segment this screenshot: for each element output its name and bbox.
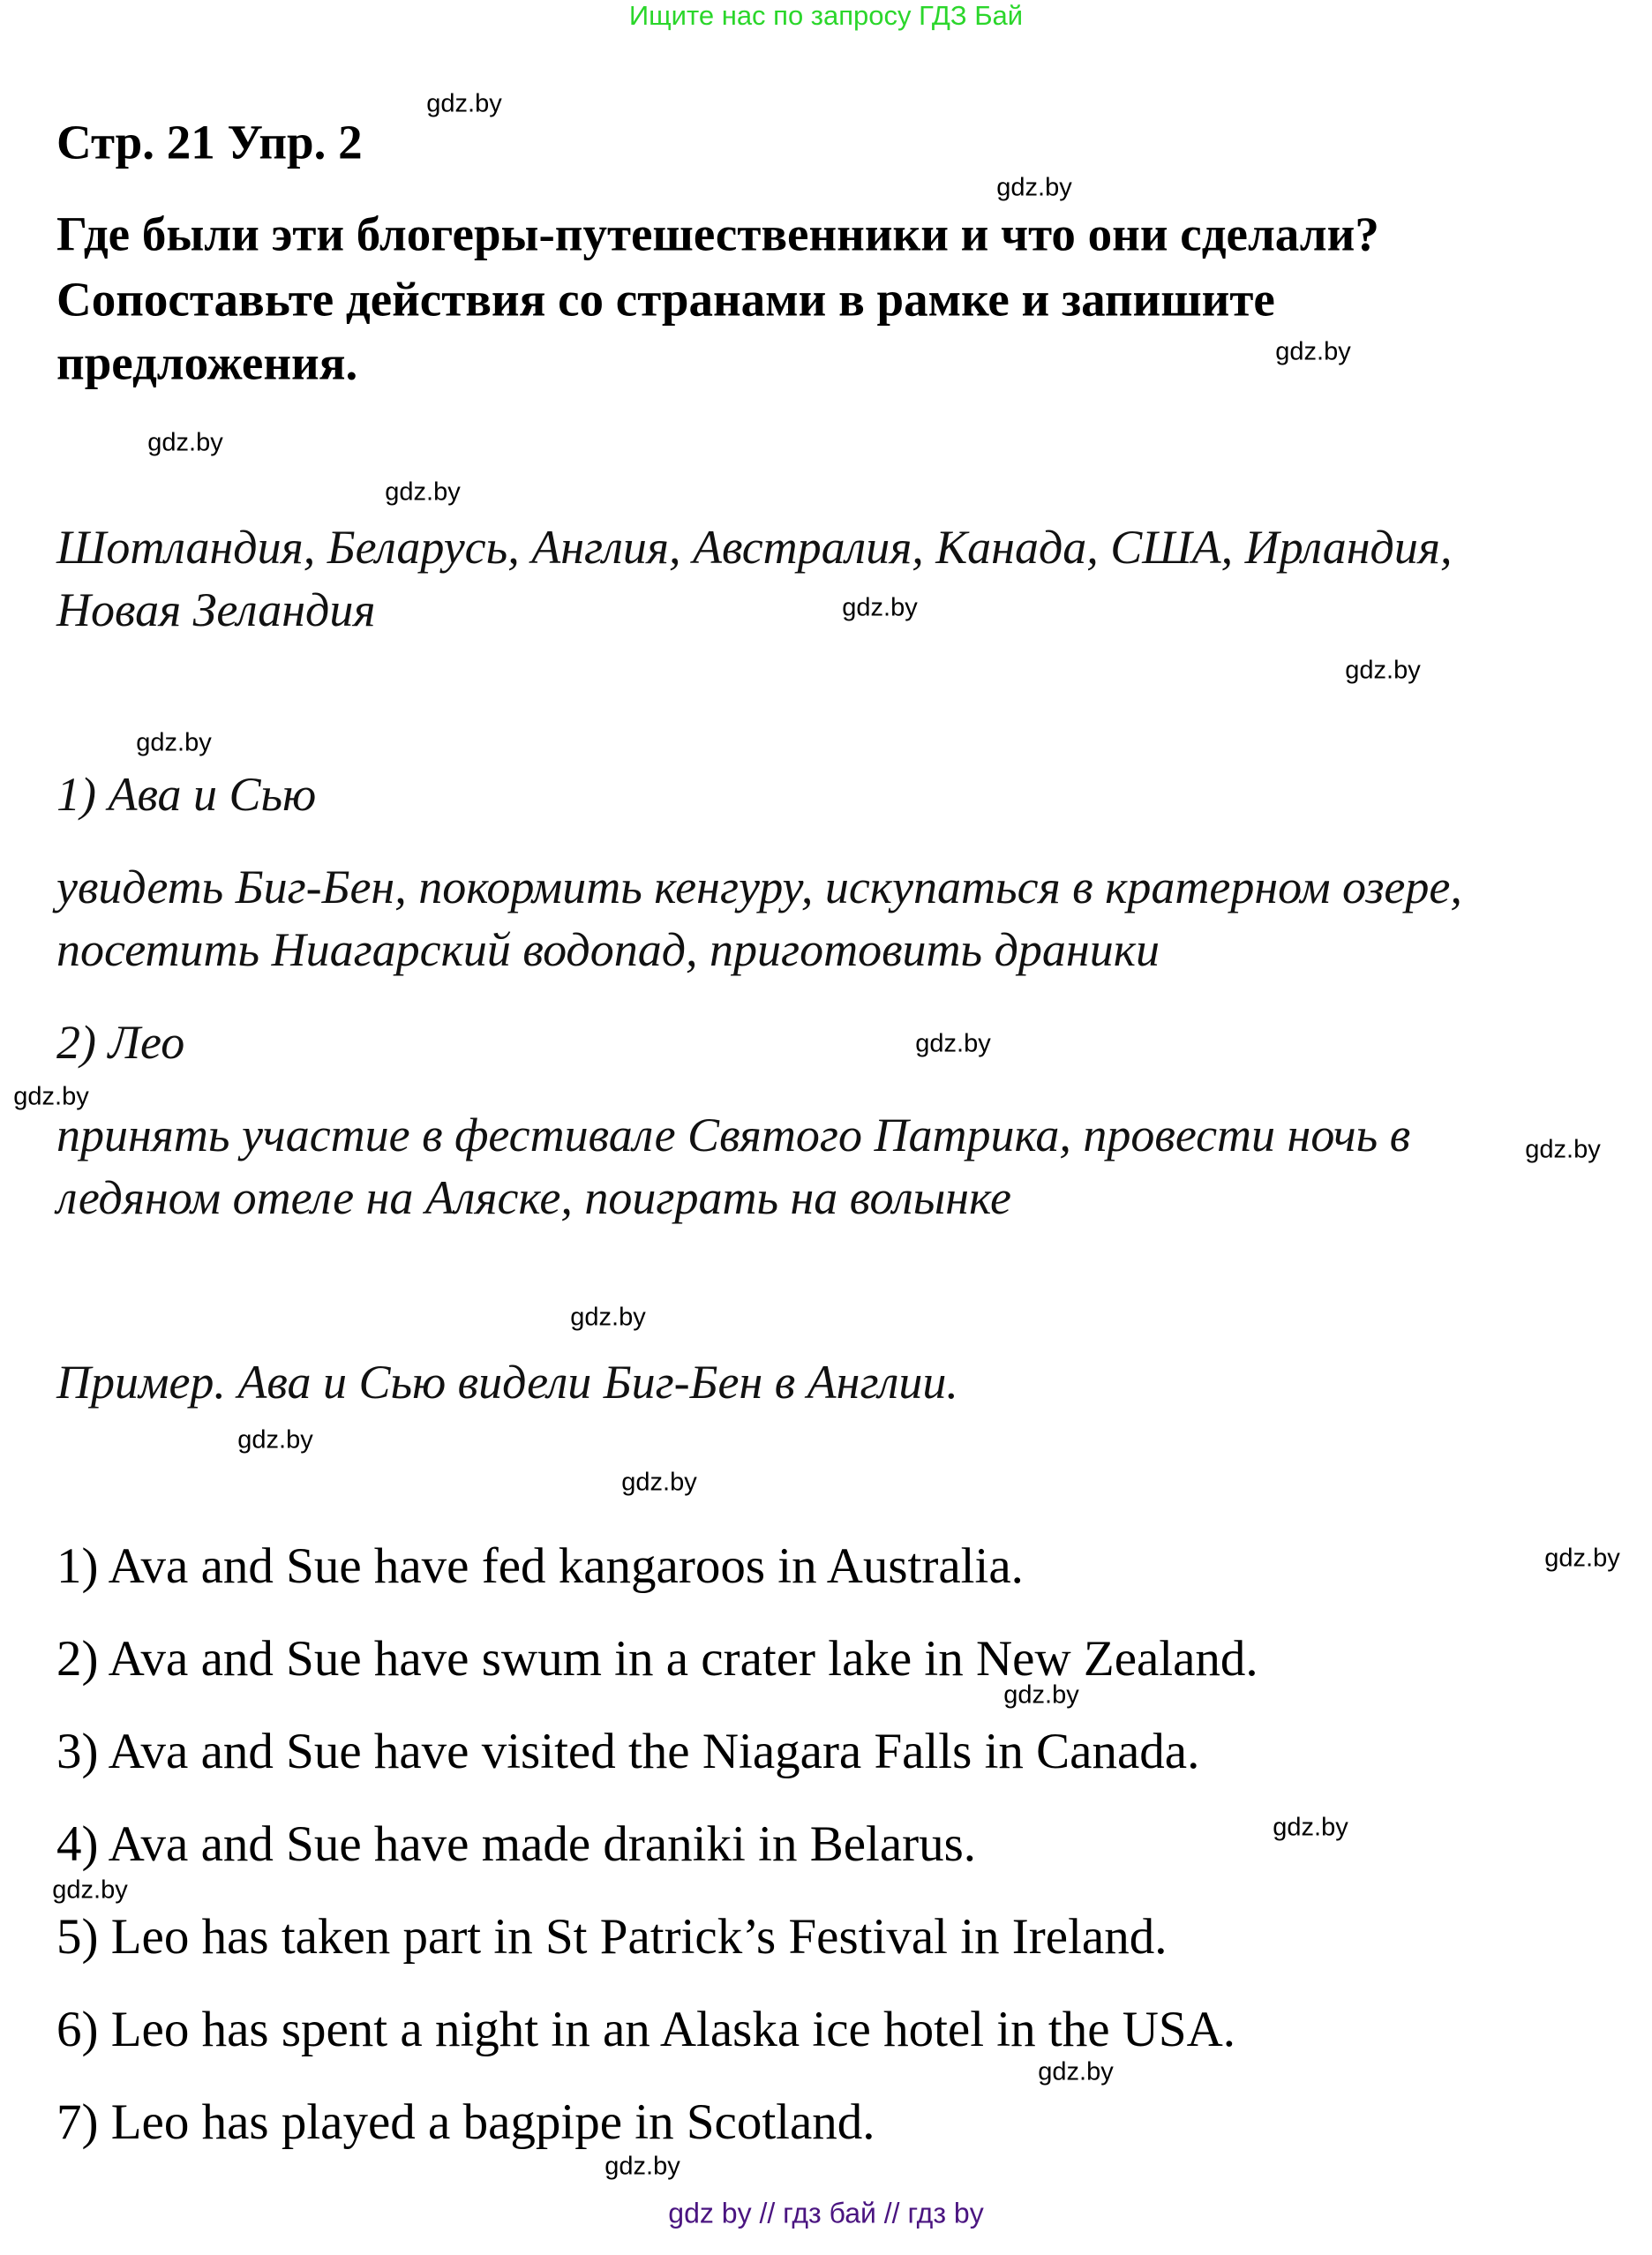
answer: 6) Leo has spent a night in an Alaska ice hotel in the USA.: [56, 2002, 1236, 2058]
group1-title: 1) Ава и Сью: [56, 767, 317, 821]
watermark: gdz.by: [13, 1082, 89, 1111]
watermark: gdz.by: [1525, 1135, 1601, 1164]
example: Пример. Ава и Сью видели Биг-Бен в Англии.: [56, 1355, 958, 1409]
watermark: gdz.by: [136, 728, 212, 757]
watermark: gdz.by: [1273, 1813, 1348, 1842]
watermark: gdz.by: [996, 173, 1072, 202]
task-line: предложения.: [56, 335, 358, 390]
watermark: gdz.by: [1544, 1544, 1620, 1573]
watermark: gdz.by: [426, 89, 502, 118]
answer: 7) Leo has played a bagpipe in Scotland.: [56, 2094, 875, 2151]
group1-actions: увидеть Биг-Бен, покормить кенгуру, искупаться в кратерном озере,: [56, 860, 1462, 913]
countries-line: Новая Зеландия: [56, 583, 376, 636]
footer-links: gdz by // гдз бай // гдз by: [668, 2197, 984, 2229]
task-line: Где были эти блогеры-путешественники и что они сделали?: [56, 207, 1379, 261]
task-line: Сопоставьте действия со странами в рамке и запишите: [56, 272, 1275, 327]
watermark: gdz.by: [1275, 337, 1351, 366]
watermark: gdz.by: [385, 477, 461, 507]
page-title: Стр. 21 Упр. 2: [56, 115, 363, 169]
answer: 1) Ava and Sue have fed kangaroos in Australia.: [56, 1538, 1024, 1595]
watermark: gdz.by: [1038, 2057, 1114, 2086]
watermark: gdz.by: [915, 1029, 991, 1058]
watermark: gdz.by: [621, 1468, 697, 1497]
group2-actions: ледяном отеле на Аляске, поиграть на волынке: [56, 1170, 1011, 1224]
answer: 2) Ava and Sue have swum in a crater lake in New Zealand.: [56, 1631, 1258, 1687]
watermark: gdz.by: [842, 593, 918, 622]
answer: 5) Leo has taken part in St Patrick’s Festival in Ireland.: [56, 1909, 1168, 1966]
group2-title: 2) Лео: [56, 1015, 185, 1069]
answer: 3) Ava and Sue have visited the Niagara Falls in Canada.: [56, 1724, 1200, 1780]
watermark: gdz.by: [1345, 656, 1421, 685]
watermark: gdz.by: [604, 2152, 680, 2181]
watermark: gdz.by: [52, 1875, 128, 1905]
search-banner: Ищите нас по запросу ГДЗ Бай: [628, 0, 1024, 32]
countries-line: Шотландия, Беларусь, Англия, Австралия, Канада, США, Ирландия,: [56, 520, 1453, 574]
answer: 4) Ava and Sue have made draniki in Belarus.: [56, 1816, 977, 1873]
group2-actions: принять участие в фестивале Святого Патрика, провести ночь в: [56, 1108, 1411, 1161]
watermark: gdz.by: [1003, 1680, 1079, 1710]
watermark: gdz.by: [237, 1425, 313, 1454]
group1-actions: посетить Ниагарский водопад, приготовить драники: [56, 922, 1160, 976]
watermark: gdz.by: [147, 428, 223, 457]
watermark: gdz.by: [570, 1303, 646, 1332]
